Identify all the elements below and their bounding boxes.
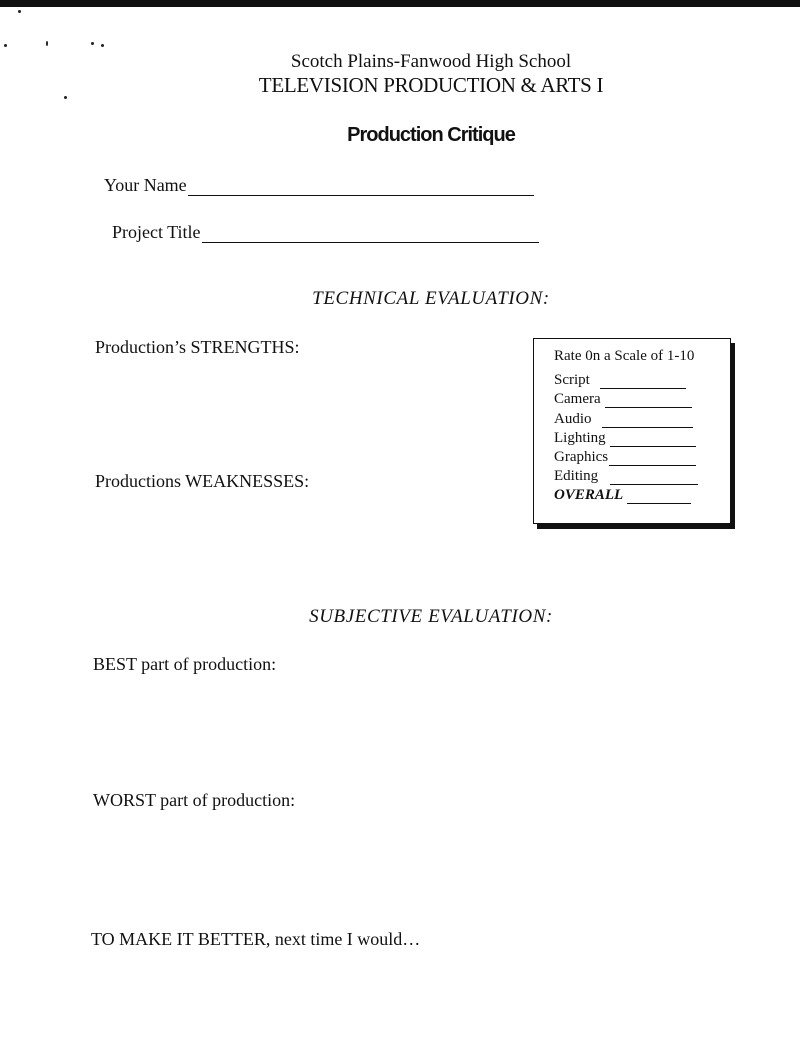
rating-box-title: Rate 0n a Scale of 1-10 [554,348,695,364]
rating-blank-line[interactable] [602,426,693,428]
rating-blank-line[interactable] [610,445,696,447]
rating-label-overall: OVERALL [554,487,624,503]
name-blank-line[interactable] [188,194,534,196]
rating-row-script[interactable] [554,372,686,389]
subjective-evaluation-heading: SUBJECTIVE EVALUATION: [309,606,553,627]
scan-speck [18,10,21,13]
strengths-label: Production’s STRENGTHS: [95,337,300,357]
worst-part-label: WORST part of production: [93,790,296,810]
project-title-field[interactable] [112,222,539,243]
rating-blank-line[interactable] [609,464,696,466]
best-part-label: BEST part of production: [93,654,277,674]
rating-blank-line[interactable] [605,406,692,408]
rating-blank-line[interactable] [600,387,686,389]
rating-blank-line[interactable] [627,502,691,504]
rating-row-overall[interactable] [554,487,691,504]
scan-speck [4,44,7,47]
rating-label: Camera [554,391,601,407]
name-label: Your Name [104,175,187,195]
scan-speck [91,42,94,45]
rating-label: Editing [554,468,599,484]
rating-blank-line[interactable] [610,483,698,485]
weaknesses-label: Productions WEAKNESSES: [95,471,310,491]
rating-row-audio[interactable] [554,411,693,428]
rating-label: Script [554,372,590,388]
rating-label: Lighting [554,430,606,446]
name-field[interactable] [104,175,534,196]
make-it-better-label: TO MAKE IT BETTER, next time I would… [91,929,421,949]
project-title-blank-line[interactable] [202,241,539,243]
scan-speck [101,44,104,47]
form-title: Production Critique [347,124,515,146]
course-title: TELEVISION PRODUCTION & ARTS I [258,73,604,97]
rating-box [533,338,731,524]
rating-row-graphics[interactable] [554,449,696,466]
technical-evaluation-heading: TECHNICAL EVALUATION: [312,288,550,309]
rating-row-camera[interactable] [554,391,692,408]
project-title-label: Project Title [112,222,201,242]
scan-speck [46,41,48,46]
rating-label: Audio [554,411,592,427]
school-name: Scotch Plains-Fanwood High School [290,51,572,72]
rating-label: Graphics [554,449,609,465]
rating-row-lighting[interactable] [554,430,696,447]
rating-row-editing[interactable] [554,468,698,485]
top-edge-bar [0,0,800,7]
